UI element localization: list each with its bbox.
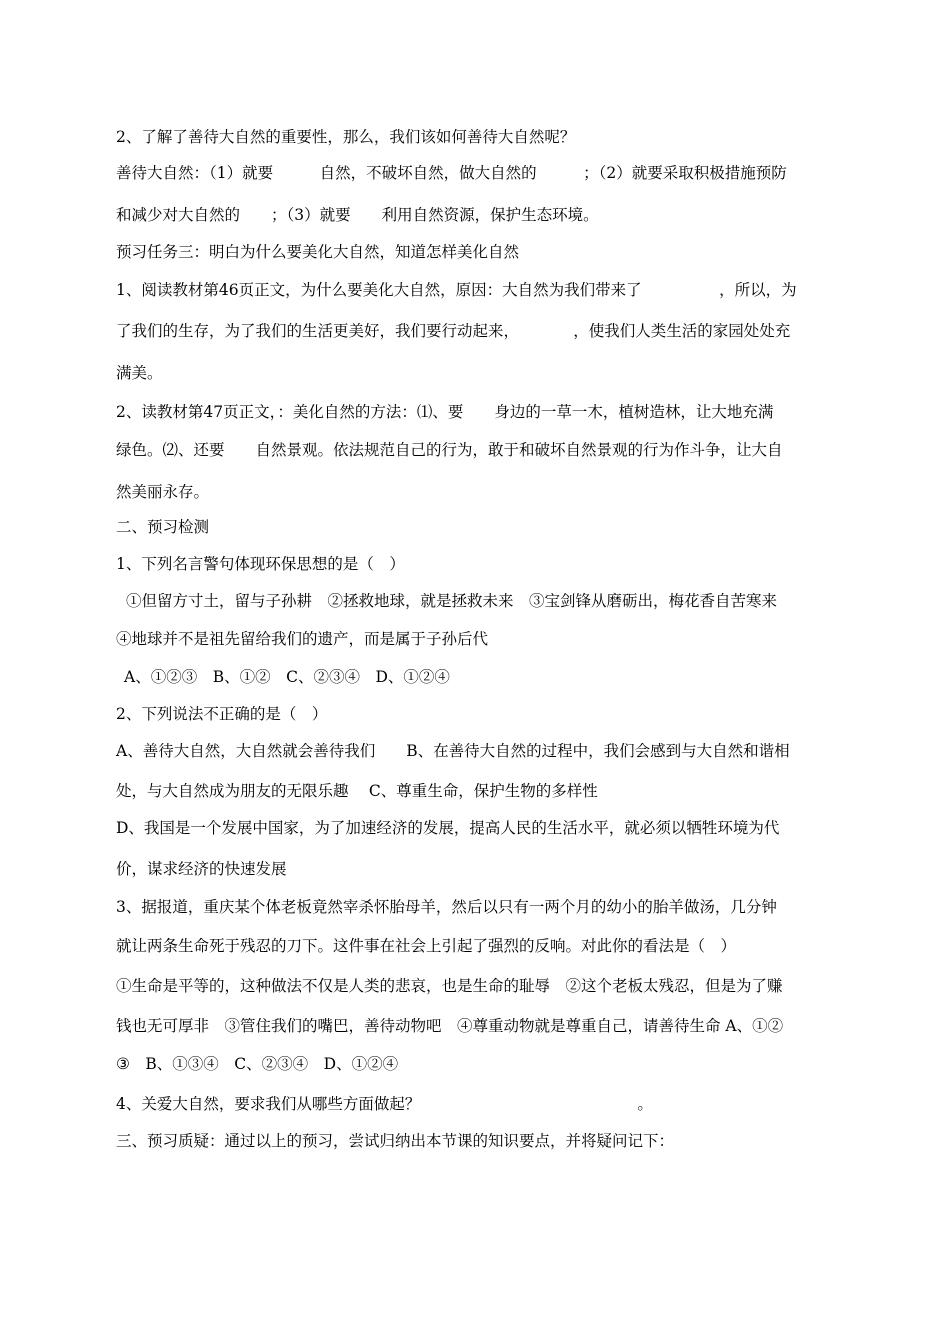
text-line: 然美丽永存。: [116, 483, 210, 501]
text-line: 2、读教材第47页正文，：美化自然的方法：⑴、要 身边的一草一木，植树造林，让大地充满: [116, 403, 774, 421]
question-line: 3、据报道，重庆某个体老板竟然宰杀怀胎母羊，然后以只有一两个月的幼小的胎羊做汤，几分钟: [116, 898, 777, 916]
option-line: 价，谋求经济的快速发展: [116, 860, 287, 878]
text-line: 了我们的生存，为了我们的生活更美好，我们要行动起来， ，使我们人类生活的家园处处充: [116, 322, 791, 340]
answer-choices: ③ B、①③④ C、②③④ D、①②④: [116, 1055, 399, 1073]
text-line: 2、了解了善待大自然的重要性，那么，我们该如何善待大自然呢？: [116, 128, 576, 146]
section-heading: 二、预习检测: [116, 518, 210, 536]
option-line: ①生命是平等的，这种做法不仅是人类的悲哀，也是生命的耻辱 ②这个老板太残忍，但是为了赚: [116, 977, 783, 995]
question-line: 4、关爱大自然，要求我们从哪些方面做起？ 。: [116, 1095, 653, 1113]
section-heading: 三、预习质疑：通过以上的预习，尝试归纳出本节课的知识要点，并将疑问记下：: [116, 1132, 675, 1150]
option-line: D、我国是一个发展中国家，为了加速经济的发展，提高人民的生活水平，就必须以牺牲环境为代: [116, 819, 780, 837]
question-line: 1、下列名言警句体现环保思想的是（ ）: [116, 555, 405, 573]
option-line: 处，与大自然成为朋友的无限乐趣 C、尊重生命，保护生物的多样性: [116, 782, 598, 800]
text-line: 绿色。⑵、还要 自然景观。依法规范自己的行为，敢于和破坏自然景观的行为作斗争，让大自: [116, 441, 783, 459]
option-line: ④地球并不是祖先留给我们的遗产，而是属于子孙后代: [116, 630, 489, 648]
answer-choices: A、①②③ B、①② C、②③④ D、①②④: [124, 668, 450, 686]
question-line: 就让两条生命死于残忍的刀下。这件事在社会上引起了强烈的反响。对此你的看法是（ ）: [116, 937, 737, 955]
text-line: 和减少对大自然的 ；（3）就要 利用自然资源，保护生态环境。: [116, 206, 599, 224]
text-line: 1、阅读教材第46页正文，为什么要美化大自然，原因：大自然为我们带来了 ，所以，为: [116, 281, 797, 299]
question-line: 2、下列说法不正确的是（ ）: [116, 705, 328, 723]
text-line: 善待大自然：（1）就要 自然，不破坏自然，做大自然的 ；（2）就要采取积极措施预防: [116, 164, 787, 182]
text-line: 满美。: [116, 364, 163, 382]
section-heading: 预习任务三：明白为什么要美化大自然，知道怎样美化自然: [116, 243, 520, 261]
option-line: A、善待大自然，大自然就会善待我们 B、在善待大自然的过程中，我们会感到与大自然和谐相: [116, 742, 790, 760]
option-line: ①但留方寸土，留与子孙耕 ②拯救地球，就是拯救未来 ③宝剑锋从磨砺出，梅花香自苦寒来: [126, 592, 778, 610]
option-line: 钱也无可厚非 ③管住我们的嘴巴，善待动物吧 ④尊重动物就是尊重自己，请善待生命 A、①②: [116, 1017, 784, 1035]
